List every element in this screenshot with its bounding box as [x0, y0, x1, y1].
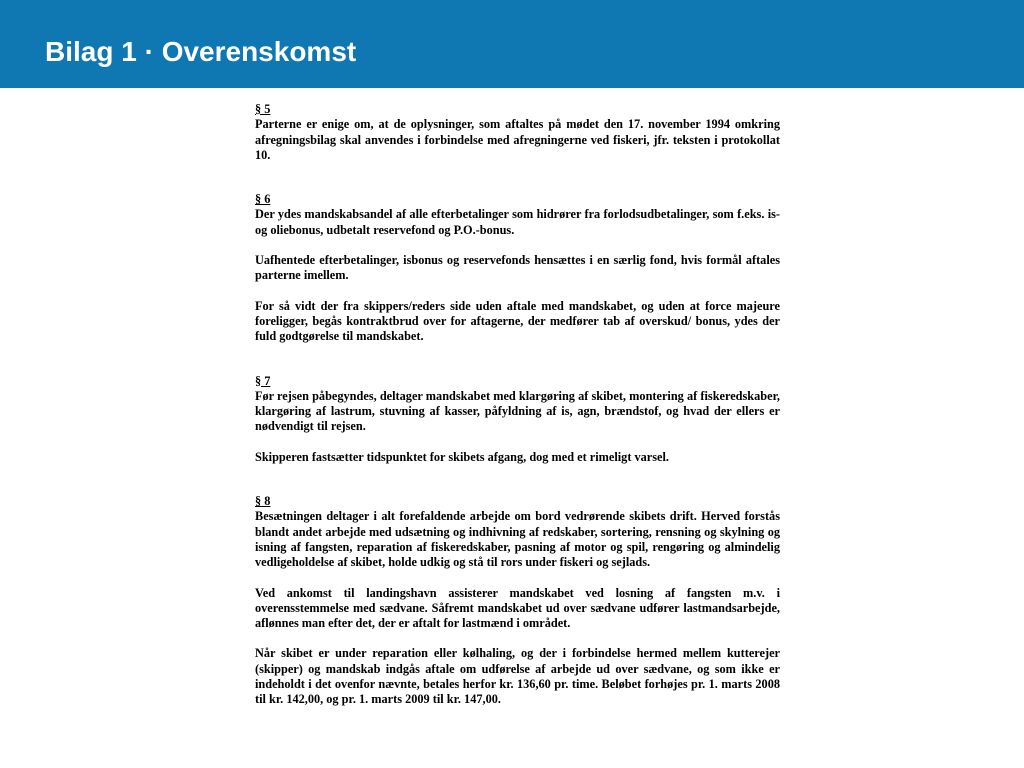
- section-6: [255, 192, 780, 344]
- section-heading: § 6: [255, 192, 271, 207]
- paragraph: Besætningen deltager i alt forefaldende arbejde om bord vedrørende skibets drift. Herved forstås blandt andet arbejde med udsætning og indhivning af redskaber, sortering, rensning og skylning og isning af fangsten, reparation af fiskeredskaber, pasning af motor og spil, rengøring og almindelig vedligeholdelse af skibet, holde udkig og stå til rors under fiskeri og sejlads.: [255, 509, 780, 570]
- paragraph: Parterne er enige om, at de oplysninger, som aftaltes på mødet den 17. november 1994 omkring afregningsbilag skal anvendes i forbindelse med afregningerne ved fiskeri, jfr. teksten i protokollat 10.: [255, 117, 780, 162]
- section-heading: § 5: [255, 102, 271, 116]
- document-scan: [255, 102, 780, 762]
- section-heading: § 7: [255, 373, 271, 388]
- paragraph: Der ydes mandskabsandel af alle efterbetalinger som hidrører fra forlodsudbetalinger, som f.eks. is- og oliebonus, udbetalt reservefond og P.O.-bonus.: [255, 207, 780, 237]
- paragraph: For så vidt der fra skippers/reders side uden aftale med mandskabet, og uden at force majeure foreligger, begås kontraktbrud over for aftagerne, der medfører tab af overskud/ bonus, ydes der fuld godtgørelse til mandskabet.: [255, 298, 780, 344]
- paragraph: Skipperen fastsætter tidspunktet for skibets afgang, dog med et rimeligt varsel.: [255, 449, 669, 464]
- section-8: [255, 494, 780, 708]
- paragraph: Uafhentede efterbetalinger, isbonus og reservefonds hensættes i en særlig fond, hvis formål aftales parterne imellem.: [255, 253, 780, 283]
- section-heading: § 8: [255, 494, 271, 509]
- paragraph: Før rejsen påbegyndes, deltager mandskabet med klargøring af skibet, montering af fiskeredskaber, klargøring af lastrum, stuvning af kasser, påfyldning af is, agn, brændstof, og hvad der ellers er nødvendigt til rejsen.: [255, 388, 780, 434]
- title-bar: [0, 0, 1024, 88]
- section-7: [255, 374, 780, 465]
- paragraph: Når skibet er under reparation eller kølhaling, og der i forbindelse hermed mellem kutterejer (skipper) og mandskab indgås aftale om udførelse af arbejde ud over sædvane, og som ikke er indeholdt i det ovenfor nævnte, betales herfor kr. 136,60 pr. time. Beløbet forhøjes pr. 1. marts 2008 til kr. 142,00, og pr. 1. marts 2009 til kr. 147,00.: [255, 646, 780, 707]
- section-5: [255, 102, 780, 163]
- page-title: Bilag 1 · Overenskomst: [45, 36, 357, 67]
- paragraph: Ved ankomst til landingshavn assisterer mandskabet ved losning af fangsten m.v. i overensstemmelse med sædvane. Såfremt mandskabet ud over sædvane udfører lastmandsarbejde, aflønnes man efter det, der er aftalt for lastmænd i området.: [255, 585, 780, 631]
